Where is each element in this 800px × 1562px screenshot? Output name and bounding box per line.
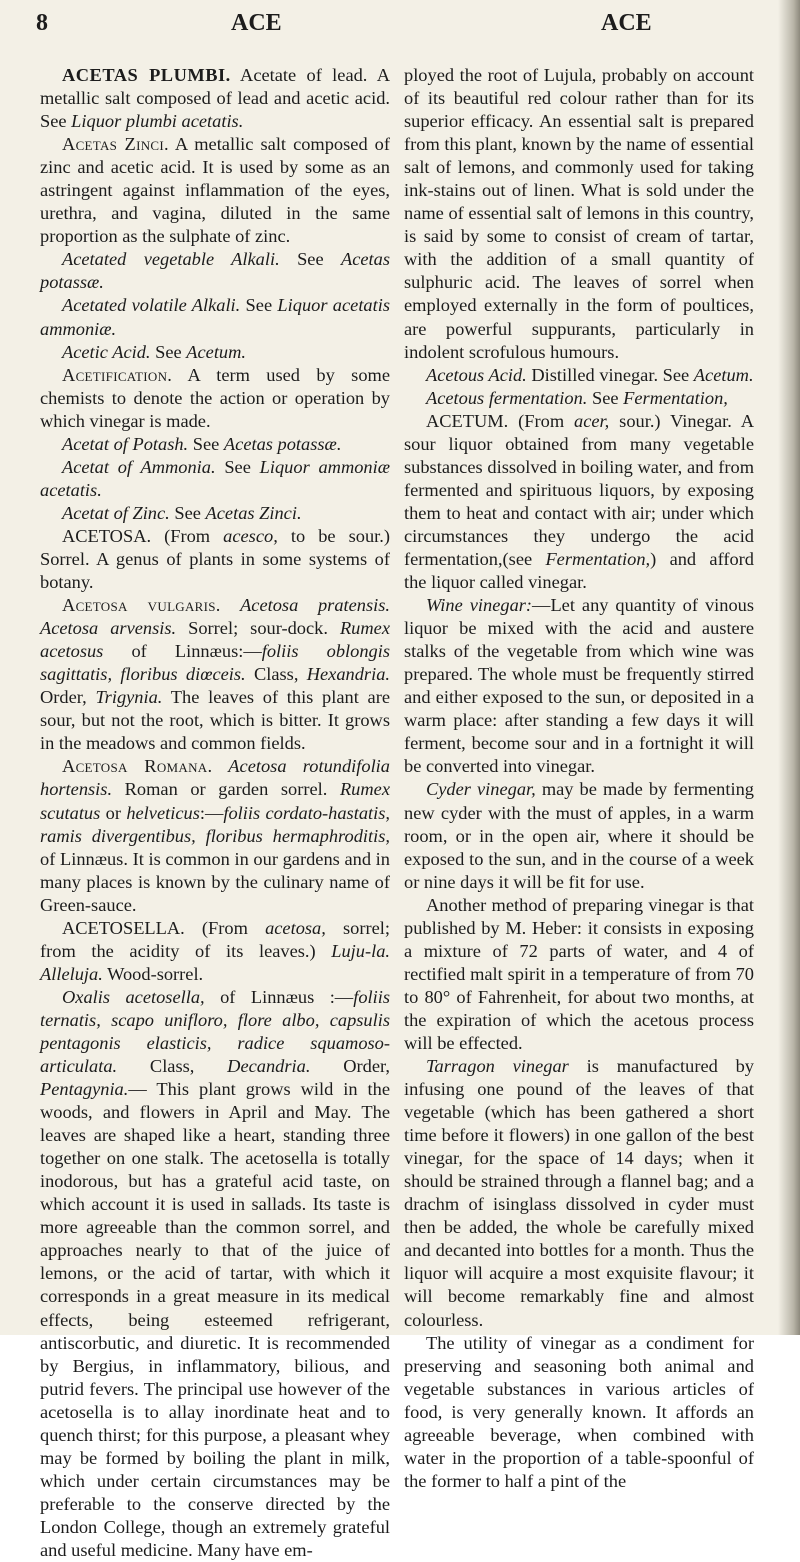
entry-text: — This plant grows wild in the woods, and flowers in April and May. The leaves are shaped like a heart, standing three together on one stalk. The acetosella is totally inodorous, but has a grateful acid taste, on which account it is used in sallads. Its taste is more agreeable than the common sorrel, and approaches nearly to that of the juice of lemons, or the acid of tartar, with which it corresponds in a great measure in its medical effects, being esteemed refrigerant, antiscorbutic, and diuretic. It is recommended by Bergius, in inflammatory, bilious, and putrid fevers. The principal use however of the acetosella is to allay inordinate heat and to quench thirst; for this purpose, a pleasant whey may be formed by boiling the plant in milk, which under certain circumstances may be preferable to the conserve directed by the London College, though an extremely grateful and useful medicine. Many have em- [40,1079,390,1560]
cross-reference: Acetum. [693,364,754,385]
term: Acetated volatile Alkali. [62,295,241,316]
term: Tarragon vinegar [426,1056,569,1077]
left-column [40,64,390,1562]
running-head-right: ACE [601,10,652,36]
see-text: See [169,502,206,523]
paragraph-heber-method: Another method of preparing vinegar is that published by M. Heber: it consists in exposing a mixture of 72 parts of water, and 4 of rectified malt spirit in a temperature of from 70 to 80° of Fahrenheit, for about two months, at the expiration of which the acetous process will be effected. [404,894,754,1053]
term: Acetated vegetable Alkali. [62,249,280,270]
etymology: acer, [574,410,610,431]
entry-acetas-plumbi [40,64,390,133]
entry-acetosella [40,917,390,986]
entry-wine-vinegar [404,594,754,778]
entry-oxalis-acetosella [40,986,390,1562]
entry-acetous-acid [404,364,754,387]
entry-text: (From [151,525,224,546]
entry-text: Class, [117,1056,228,1077]
entry-text: of Linnæus. It is common in our gardens and in many places is known by the culinary name of Green-sauce. [40,848,390,915]
headword: Acetosa Romana. [62,756,213,777]
headword: Acetification. [62,364,173,385]
cross-reference: Acetas Zinci. [205,502,302,523]
entry-text: The leaves of this plant are sour, but not the root, which is bitter. It grows in the meadows and common fields. [40,687,390,754]
synonyms: Acetosa pratensis. Acetosa arvensis. [40,595,391,639]
cross-reference: Acetum. [186,341,247,362]
linnaean-class: Decandria. [227,1056,311,1077]
linnaean-order: Trigynia. [95,687,163,708]
entry-text: A term used by some chemists to denote the action or operation by which vinegar is made. [40,364,390,431]
entry-text: Distilled vinegar. See [526,364,694,385]
entry-text: —Let any quantity of vinous liquor be mixed with the acid and austere stalks of the vegetable from which wine was prepared. The whole must be frequently stirred and either exposed to the sun, or deposited in a warm place: after standing a few days it will ferment, become sour and in a fortnight it will be converted into vinegar. [404,595,755,777]
headword: ACETAS PLUMBI. [62,65,231,85]
page-header [36,4,756,44]
term: Acetat of Ammonia. [62,456,216,477]
see-text: See [215,456,260,477]
etymology: acesco, [223,525,278,546]
entry-text: ) and afford the liquor called vinegar. [404,548,755,593]
linnaean-class: Hexandria. [306,664,390,685]
entry-text: :— [199,802,224,823]
right-column [404,64,754,1493]
etymology: acetosa, [265,917,326,938]
cross-reference: Liquor ammoniæ acetatis. [40,456,391,500]
entry-acetated-volatile-alkali [40,294,390,340]
entry-text: Sorrel; sour-dock. [176,618,340,639]
entry-text: Class, [245,664,307,685]
entry-text: to be sour.) Sorrel. A genus of plants in some systems of botany. [40,525,390,593]
running-head-left: ACE [231,10,282,36]
entry-cyder-vinegar [404,778,754,893]
entry-text: Roman or garden sorrel. [112,779,340,800]
diagnosis: foliis oblongis sagittatis, floribus diœceis. [40,641,390,685]
entry-text: Wood-sorrel. [102,963,204,984]
entry-text: sorrel; from the acidity of its leaves.) [40,917,390,961]
entry-acetosa-vulgaris [40,594,390,755]
headword: ACETUM. [426,410,509,431]
entry-text: sour.) Vinegar. A sour liquor obtained from many vegetable substances dissolved in boiling water, and from fermented and spirituous liquors, by exposing them to heat and contact with air; under which circumstances they undergo the acid fermentation,(see [404,410,754,569]
binomial-alt: helveticus [126,802,200,823]
page-number: 8 [36,10,48,36]
binomial: Rumex acetosus [40,618,390,662]
headword: Acetas Zinci. [62,134,169,155]
synonyms: Luju-la. Alleluja. [40,940,390,984]
term: Wine vinegar: [426,595,533,616]
term: Acetat of Zinc. [62,502,170,523]
entry-acetification [40,364,390,433]
cross-reference: Liquor acetatis ammoniæ. [40,295,390,339]
see-text: See [587,387,624,408]
see-text: See [279,249,341,270]
entry-acetat-of-zinc [40,502,390,525]
cross-reference: Acetas potassæ. [40,249,391,293]
entry-tarragon-vinegar [404,1055,754,1332]
entry-acetated-vegetable-alkali [40,248,390,294]
entry-text: of Linnæus :— [204,986,354,1007]
entry-acetosa-romana [40,755,390,916]
entry-text: (From [508,410,575,431]
page-edge-shadow [778,0,800,1335]
diagnosis: foliis cordato-hastatis, ramis divergentibus, floribus hermaphroditis, [40,802,390,846]
binomial: Oxalis acetosella, [62,986,205,1007]
binomial: Rumex scutatus [40,779,390,823]
entry-text: (From [184,917,266,938]
entry-text: Order, [40,687,96,708]
entry-acetum [404,410,754,594]
headword: ACETOSA. [62,525,152,546]
entry-acetat-of-ammonia [40,456,390,502]
paragraph-vinegar-utility: The utility of vinegar as a condiment for preserving and seasoning both animal and vegetable substances in various articles of food, is very generally known. It affords an agreeable beverage, when combined with water in the proportion of a table-spoonful of the former to half a pint of the [404,1332,754,1491]
term: Acetous Acid. [426,364,527,385]
headword: ACETOSELLA. [62,917,185,938]
see-text: See [188,433,224,454]
term: Acetic Acid. [62,341,151,362]
term: Acetat of Potash. [62,433,189,454]
entry-text: A metallic salt composed of zinc and acetic acid. It is used by some as an astringent against inflammation of the eyes, urethra, and vagina, diluted in the same proportion as the sulphate of zinc. [40,134,390,247]
entry-acetous-fermentation [404,387,754,410]
entry-acetosa [40,525,390,594]
cross-reference: Fermentation, [623,387,728,408]
entry-text: or [100,802,127,823]
entry-acetat-of-potash [40,433,390,456]
headword: Acetosa vulgaris. [62,595,221,616]
cross-reference: Acetas potassæ. [223,433,342,454]
see-text: See [150,341,187,362]
entry-text: is manufactured by infusing one pound of the leaves of that vegetable (which has been gathered a short time before it flowers) in one gallon of the best vinegar, for the space of 14 days; when it should be strained through a flannel bag; and a drachm of isinglass dissolved in cyder must then be added, the whole be carefully mixed and decanted into bottles for a month. Thus the liquor will acquire a most exquisite flavour; it will become remarkably fine and almost colourless. [404,1056,755,1330]
continued-paragraph: ployed the root of Lujula, probably on account of its beautiful red colour rather than for its superior efficacy. An essential salt is prepared from this plant, known by the name of essential salt of lemons, and commonly used for taking ink-stains out of linen. What is sold under the name of essential salt of lemons in this country, is said by some to consist of cream of tartar, with the addition of a small quantity of sulphuric acid. The leaves of sorrel when employed externally in the form of poultices, are powerful suppurants, particularly in indolent scrofulous humours. [404,65,754,362]
cross-reference: Liquor plumbi acetatis. [71,111,244,132]
diagnosis: foliis ternatis, scapo unifloro, flore albo, capsulis pentagonis elasticis, radice squamoso-articulata. [40,986,390,1077]
entry-text: Acetate of lead. A metallic salt composed of lead and acetic acid. See [40,65,390,132]
see-text: See [240,295,278,316]
cross-reference: Fermentation, [545,548,651,569]
term: Cyder vinegar, [426,779,536,800]
linnaean-order: Pentagynia. [40,1079,129,1100]
term: Acetous fermentation. [426,387,588,408]
entry-acetic-acid [40,341,390,364]
entry-text: Order, [310,1056,390,1077]
entry-text: may be made by fermenting new cyder with the must of apples, in a warm room, or in the open air, where it should be exposed to the sun, and in the course of a week or nine days it will be fit for use. [404,779,754,892]
entry-acetas-zinci [40,133,390,248]
entry-text: of Linnæus:— [103,641,262,662]
synonyms: Acetosa rotundifolia hortensis. [40,756,390,800]
